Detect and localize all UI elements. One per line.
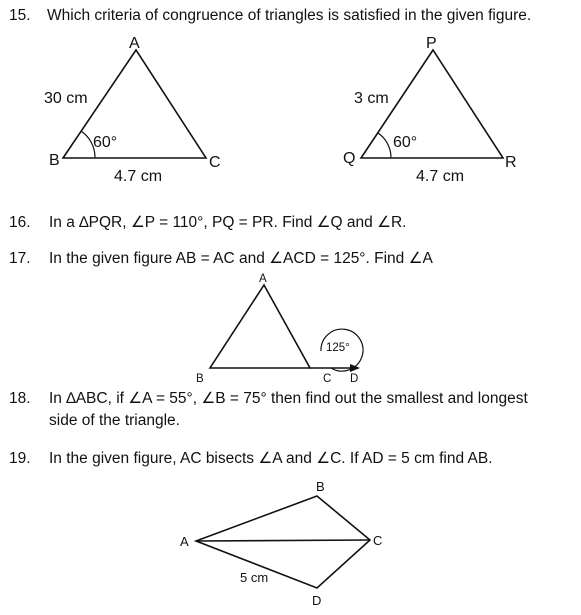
side-ad-label: 5 cm <box>240 570 269 585</box>
vertex-q-label: Q <box>343 150 356 167</box>
side-ab-label: 30 cm <box>44 90 88 107</box>
vertex-d-label: D <box>312 593 322 608</box>
question-text: In the given figure AB = AC and ∠ACD = 125°. Find ∠A <box>49 250 433 267</box>
vertex-a-label: A <box>129 35 140 52</box>
question-text: In a ∆PQR, ∠P = 110°, PQ = PR. Find ∠Q and ∠R. <box>49 214 407 231</box>
vertex-c-label: C <box>209 154 221 171</box>
angle-q-label: 60° <box>393 134 418 151</box>
vertex-d-label: D <box>350 373 359 385</box>
angle-acd-label: 125° <box>326 342 350 354</box>
question-text-line2: side of the triangle. <box>49 412 180 429</box>
question-text: In the given figure, AC bisects ∠A and ∠C. If AD = 5 cm find AB. <box>49 450 493 467</box>
vertex-a-label: A <box>259 273 267 285</box>
question-number: 18. <box>9 390 31 407</box>
side-pq-label: 3 cm <box>354 90 389 107</box>
question-number: 16. <box>9 214 31 231</box>
vertex-b-label: B <box>49 152 60 169</box>
vertex-c-label: C <box>373 533 383 548</box>
vertex-r-label: R <box>505 154 517 171</box>
vertex-c-label: C <box>323 373 332 385</box>
vertex-p-label: P <box>426 35 437 52</box>
side-bc-label: 4.7 cm <box>114 168 163 185</box>
question-text: Which criteria of congruence of triangles is satisfied in the given figure. <box>47 7 532 24</box>
diagonal-ac <box>196 540 370 541</box>
vertex-b-label: B <box>196 373 204 385</box>
vertex-b-label: B <box>316 479 325 494</box>
kite-abcd <box>196 496 370 588</box>
question-number: 17. <box>9 250 31 267</box>
angle-b-label: 60° <box>93 134 118 151</box>
question-number: 19. <box>9 450 31 467</box>
vertex-a-label: A <box>180 534 189 549</box>
question-text: In ∆ABC, if ∠A = 55°, ∠B = 75° then find out the smallest and longest <box>49 390 528 407</box>
question-number: 15. <box>9 7 31 24</box>
side-qr-label: 4.7 cm <box>416 168 465 185</box>
